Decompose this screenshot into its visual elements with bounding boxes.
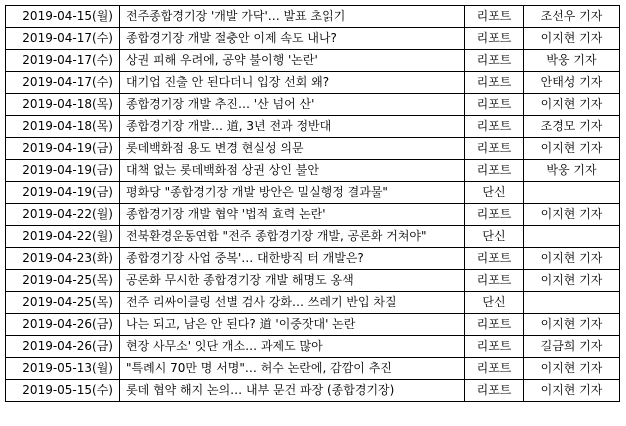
- type-cell: 리포트: [465, 248, 524, 270]
- table-row: [6, 358, 620, 380]
- date-cell: 2019-04-18(목): [6, 116, 120, 138]
- table-row: [6, 116, 620, 138]
- title-cell: "특례시 70만 명 서명"… 허수 논란에, 감깜이 추진: [120, 358, 465, 380]
- reporter-cell: 이지현 기자: [524, 248, 620, 270]
- title-cell: 평화당 "종합경기장 개발 방안은 밀실행정 결과물": [120, 182, 465, 204]
- table-row: [6, 314, 620, 336]
- date-cell: 2019-04-18(목): [6, 94, 120, 116]
- table-row: [6, 270, 620, 292]
- table-row: [6, 380, 620, 402]
- reporter-cell: 박웅 기자: [524, 50, 620, 72]
- title-cell: 종합경기장 개발 협약 '법적 효력 논란': [120, 204, 465, 226]
- reporter-cell: 이지현 기자: [524, 358, 620, 380]
- date-cell: 2019-04-17(수): [6, 50, 120, 72]
- date-cell: 2019-04-19(금): [6, 138, 120, 160]
- table-row: [6, 226, 620, 248]
- type-cell: 리포트: [465, 314, 524, 336]
- title-cell: 종합경기장 개발 추진… '산 넘어 산': [120, 94, 465, 116]
- date-cell: 2019-04-17(수): [6, 72, 120, 94]
- type-cell: 리포트: [465, 204, 524, 226]
- reporter-cell: 이지현 기자: [524, 380, 620, 402]
- date-cell: 2019-04-22(월): [6, 226, 120, 248]
- reporter-cell: 이지현 기자: [524, 138, 620, 160]
- title-cell: 대책 없는 롯데백화점 상권 상인 불안: [120, 160, 465, 182]
- title-cell: 롯데백화점 용도 변경 현실성 의문: [120, 138, 465, 160]
- type-cell: 단신: [465, 182, 524, 204]
- reporter-cell: [524, 182, 620, 204]
- table-row: [6, 292, 620, 314]
- type-cell: 리포트: [465, 358, 524, 380]
- type-cell: 리포트: [465, 380, 524, 402]
- title-cell: 대기업 진출 안 된다더니 입장 선회 왜?: [120, 72, 465, 94]
- type-cell: 리포트: [465, 160, 524, 182]
- report-table-body: [6, 6, 620, 402]
- title-cell: 전주종합경기장 '개발 가닥'… 발표 초읽기: [120, 6, 465, 28]
- reporter-cell: 조경모 기자: [524, 116, 620, 138]
- title-cell: 상권 피해 우려에, 공약 불이행 '논란': [120, 50, 465, 72]
- type-cell: 리포트: [465, 138, 524, 160]
- date-cell: 2019-04-23(화): [6, 248, 120, 270]
- type-cell: 리포트: [465, 336, 524, 358]
- table-row: [6, 50, 620, 72]
- table-row: [6, 182, 620, 204]
- report-table: [5, 5, 620, 402]
- date-cell: 2019-04-26(금): [6, 314, 120, 336]
- table-row: [6, 160, 620, 182]
- table-row: [6, 28, 620, 50]
- reporter-cell: 박웅 기자: [524, 160, 620, 182]
- type-cell: 단신: [465, 292, 524, 314]
- title-cell: 현장 사무소' 잇단 개소… 과제도 많아: [120, 336, 465, 358]
- type-cell: 리포트: [465, 94, 524, 116]
- type-cell: 단신: [465, 226, 524, 248]
- reporter-cell: 이지현 기자: [524, 94, 620, 116]
- title-cell: 롯데 협약 해지 논의… 내부 문건 파장 (종합경기장): [120, 380, 465, 402]
- type-cell: 리포트: [465, 116, 524, 138]
- table-row: [6, 94, 620, 116]
- type-cell: 리포트: [465, 50, 524, 72]
- date-cell: 2019-04-22(월): [6, 204, 120, 226]
- reporter-cell: 이지현 기자: [524, 314, 620, 336]
- date-cell: 2019-05-15(수): [6, 380, 120, 402]
- reporter-cell: 이지현 기자: [524, 204, 620, 226]
- title-cell: 공론화 무시한 종합경기장 개발 해명도 옹색: [120, 270, 465, 292]
- date-cell: 2019-05-13(월): [6, 358, 120, 380]
- title-cell: 종합경기장 개발… 道, 3년 전과 정반대: [120, 116, 465, 138]
- date-cell: 2019-04-15(월): [6, 6, 120, 28]
- reporter-cell: 조선우 기자: [524, 6, 620, 28]
- reporter-cell: 길금희 기자: [524, 336, 620, 358]
- date-cell: 2019-04-19(금): [6, 182, 120, 204]
- date-cell: 2019-04-19(금): [6, 160, 120, 182]
- title-cell: 전북환경운동연합 "전주 종합경기장 개발, 공론화 거쳐야": [120, 226, 465, 248]
- table-row: [6, 336, 620, 358]
- type-cell: 리포트: [465, 72, 524, 94]
- title-cell: 나는 되고, 남은 안 된다? 道 '이중잣대' 논란: [120, 314, 465, 336]
- date-cell: 2019-04-17(수): [6, 28, 120, 50]
- title-cell: 전주 리싸이클링 선별 검사 강화… 쓰레기 반입 차질: [120, 292, 465, 314]
- date-cell: 2019-04-26(금): [6, 336, 120, 358]
- date-cell: 2019-04-25(목): [6, 270, 120, 292]
- reporter-cell: 이지현 기자: [524, 270, 620, 292]
- date-cell: 2019-04-25(목): [6, 292, 120, 314]
- title-cell: 종합경기장 개발 절충안 이제 속도 내나?: [120, 28, 465, 50]
- table-row: [6, 204, 620, 226]
- table-row: [6, 72, 620, 94]
- reporter-cell: [524, 226, 620, 248]
- type-cell: 리포트: [465, 28, 524, 50]
- table-row: [6, 138, 620, 160]
- reporter-cell: 안태성 기자: [524, 72, 620, 94]
- reporter-cell: [524, 292, 620, 314]
- title-cell: 종합경기장 사업 중복'… 대한방직 터 개발은?: [120, 248, 465, 270]
- table-row: [6, 248, 620, 270]
- type-cell: 리포트: [465, 6, 524, 28]
- type-cell: 리포트: [465, 270, 524, 292]
- reporter-cell: 이지현 기자: [524, 28, 620, 50]
- table-row: [6, 6, 620, 28]
